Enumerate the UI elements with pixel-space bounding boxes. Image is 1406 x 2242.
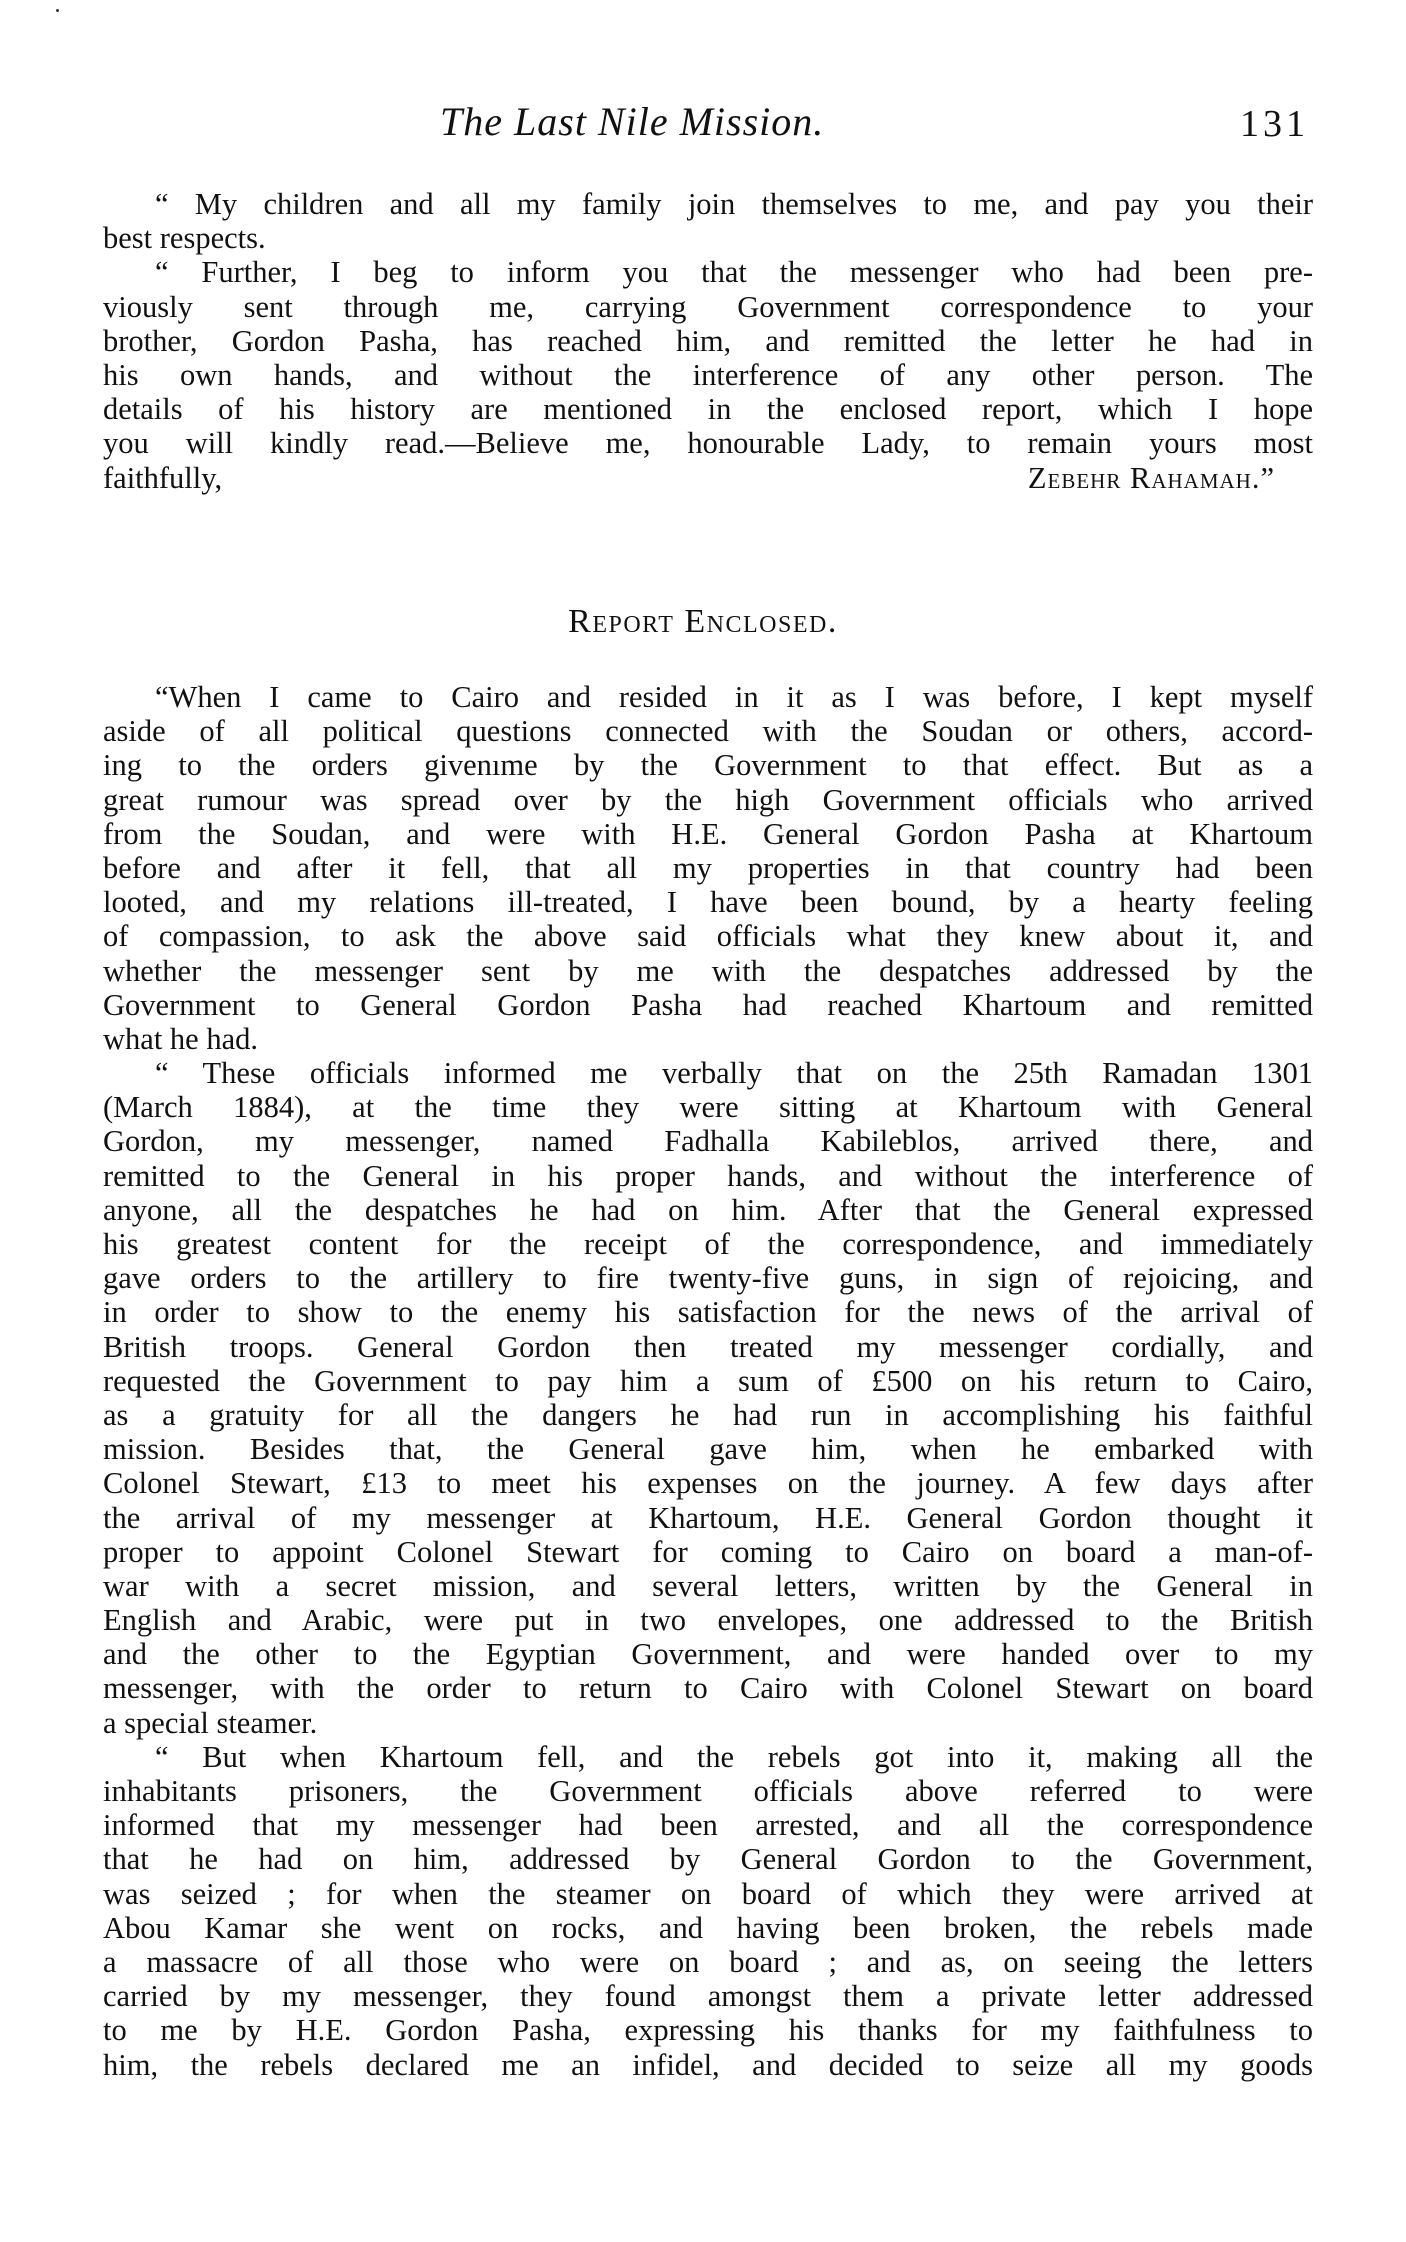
text-line: looted, and my relations ill-treated, I have been bound, by a hearty feeling [103,885,1313,920]
text-line: proper to appoint Colonel Stewart for coming to Cairo on board a man-of- [103,1534,1313,1569]
text-line: from the Soudan, and were with H.E. General Gordon Pasha at Khartoum [103,816,1313,851]
text-line: Abou Kamar she went on rocks, and having been broken, the rebels made [103,1910,1313,1945]
scan-speck [56,9,59,12]
text-line: ing to the orders givenıme by the Government to that effect. But as a [103,748,1313,783]
text-line: informed that my messenger had been arrested, and all the correspondence [103,1808,1313,1843]
text-line: English and Arabic, were put in two envelopes, one addressed to the British [103,1603,1313,1638]
text-line: best respects. [103,221,266,256]
text-line: you will kindly read.—Believe me, honourable Lady, to remain yours most [103,426,1313,461]
section-heading: Report Enclosed. [568,603,838,640]
text-line: gave orders to the artillery to fire twenty-five guns, in sign of rejoicing, and [103,1261,1313,1296]
text-line: what he had. [103,1021,258,1056]
text-line: anyone, all the despatches he had on him. After that the General expressed [103,1192,1313,1227]
text-line: remitted to the General in his proper hands, and without the interference of [103,1158,1313,1193]
text-line: mission. Besides that, the General gave him, when he embarked with [103,1432,1313,1467]
text-line: whether the messenger sent by me with the despatches addressed by the [103,953,1313,988]
text-line: details of his history are mentioned in the enclosed report, which I hope [103,392,1313,427]
text-line: “ But when Khartoum fell, and the rebels got into it, making all the [155,1739,1313,1774]
text-line: his greatest content for the receipt of the correspondence, and immediately [103,1227,1313,1261]
signature: Zebehr Rahamah.” [1027,460,1275,495]
text-line: a massacre of all those who were on board ; and as, on seeing the letters [103,1944,1313,1979]
text-line: Colonel Stewart, £13 to meet his expenses on the journey. A few days after [103,1466,1313,1501]
text-line: carried by my messenger, they found amongst them a private letter addressed [103,1979,1313,2014]
text-line: brother, Gordon Pasha, has reached him, and remitted the letter he had in [103,323,1313,358]
text-line: requested the Government to pay him a sum of £500 on his return to Cairo, [103,1363,1313,1398]
text-line: his own hands, and without the interference of any other person. The [103,357,1313,392]
text-line: Government to General Gordon Pasha had reached Khartoum and remitted [103,987,1313,1022]
text-line: “ My children and all my family join themselves to me, and pay you their [155,187,1313,221]
text-line: British troops. General Gordon then treated my messenger cordially, and [103,1329,1313,1364]
text-line: before and after it fell, that all my properties in that country had been [103,850,1313,885]
text-line: great rumour was spread over by the high Government officials who arrived [103,782,1313,817]
running-head [0,98,1406,148]
text-line: was seized ; for when the steamer on board of which they were arrived at [103,1876,1313,1911]
text-line: him, the rebels declared me an infidel, and decided to seize all my goods [103,2047,1313,2082]
text-line: faithfully, [103,460,223,495]
text-line: (March 1884), at the time they were sitting at Khartoum with General [103,1090,1313,1125]
text-line: messenger, with the order to return to Cairo with Colonel Stewart on board [103,1671,1313,1706]
text-line: as a gratuity for all the dangers he had run in accomplishing his faithful [103,1397,1313,1432]
text-line: “ These officials informed me verbally that on the 25th Ramadan 1301 [155,1056,1313,1091]
report-body [103,680,1313,2082]
text-line: and the other to the Egyptian Government, and were handed over to my [103,1637,1313,1672]
text-line: aside of all political questions connected with the Soudan or others, accord- [103,714,1313,749]
text-line: to me by H.E. Gordon Pasha, expressing his thanks for my faithfulness to [103,2013,1313,2048]
text-line: Gordon, my messenger, named Fadhalla Kabileblos, arrived there, and [103,1124,1313,1159]
text-line: of compassion, to ask the above said officials what they knew about it, and [103,919,1313,954]
text-line: “When I came to Cairo and resided in it as I was before, I kept myself [155,680,1313,714]
text-line: in order to show to the enemy his satisfaction for the news of the arrival of [103,1295,1313,1330]
text-line: viously sent through me, carrying Government correspondence to your [103,289,1313,324]
text-line: the arrival of my messenger at Khartoum, H.E. General Gordon thought it [103,1500,1313,1535]
letter-closing [103,187,1313,495]
text-line: that he had on him, addressed by General Gordon to the Government, [103,1842,1313,1877]
running-title: The Last Nile Mission. [440,99,825,144]
text-line: “ Further, I beg to inform you that the messenger who had been pre- [155,255,1313,290]
text-line: war with a secret mission, and several letters, written by the General in [103,1568,1313,1603]
text-line: inhabitants prisoners, the Government officials above referred to were [103,1774,1313,1808]
page-number: 131 [1240,103,1309,145]
text-line: a special steamer. [103,1705,318,1740]
